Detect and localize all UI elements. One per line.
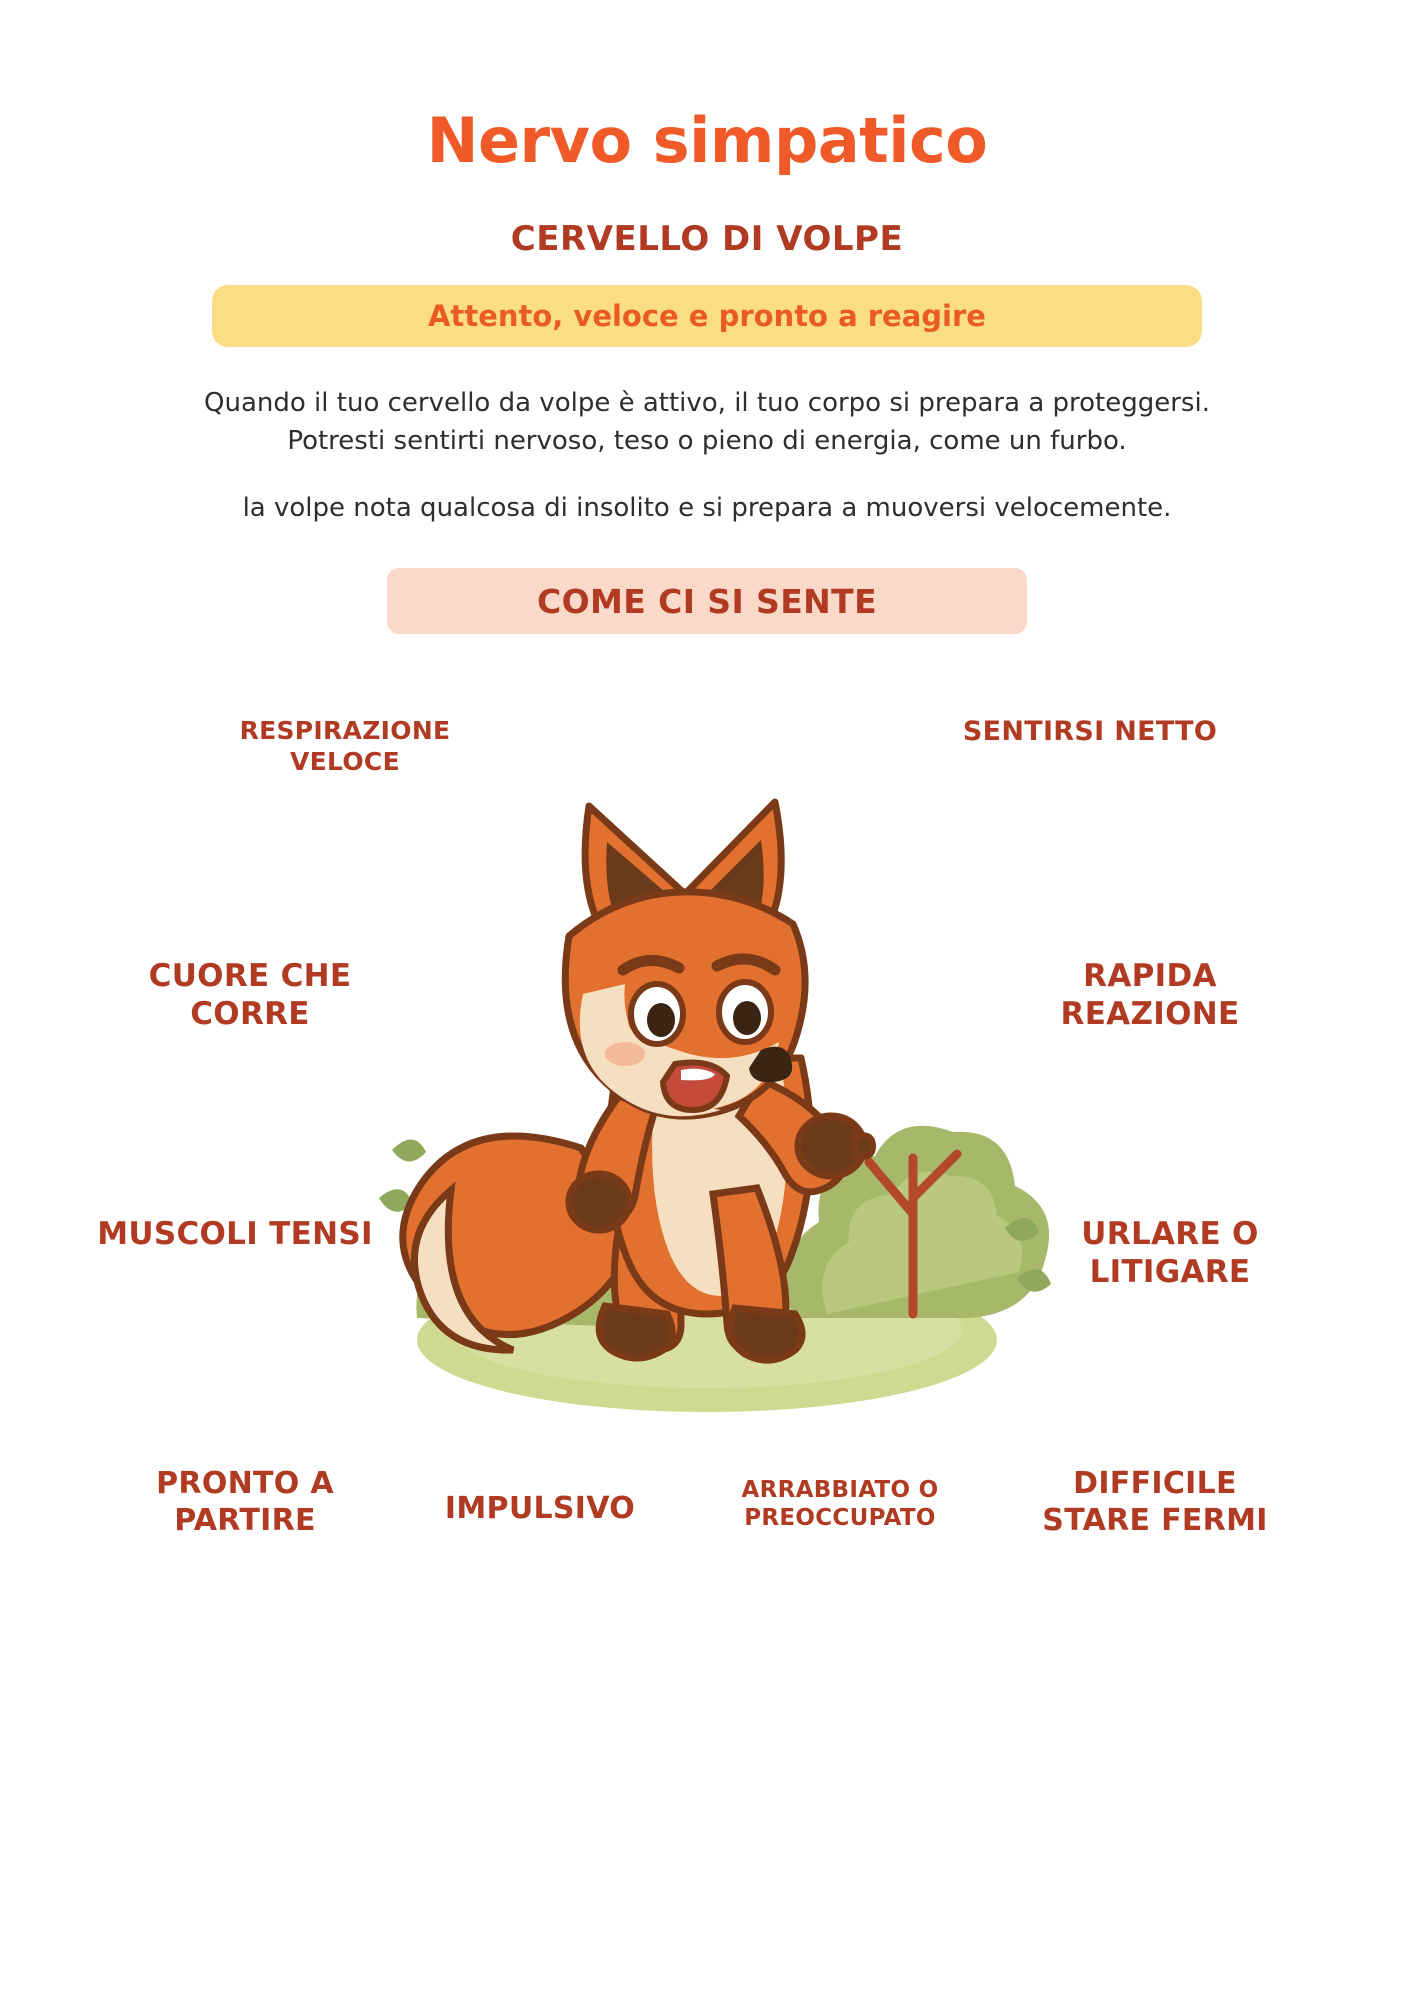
symptom-label-difficile-stare-fermi: DIFFICILE STARE FERMI — [1042, 1466, 1268, 1538]
banner-container — [0, 285, 1414, 347]
symptom-label-rapida-reazione: RAPIDA REAZIONE — [1060, 958, 1240, 1032]
symptoms-diagram — [0, 696, 1414, 1696]
symptom-label-impulsivo: IMPULSIVO — [444, 1491, 636, 1527]
symptom-label-sentirsi-netto: SENTIRSI NETTO — [962, 716, 1218, 748]
symptom-label-cuore-che-corre: CUORE CHE CORRE — [148, 958, 352, 1032]
description-paragraph-2: la volpe nota qualcosa di insolito e si prepara a muoversi velocemente. — [242, 493, 1172, 524]
description-paragraph-1: Quando il tuo cervello da volpe è attivo, il tuo corpo si prepara a proteggersi. Potresti sentirti nervoso, teso o pieno di energia, come un furbo. — [204, 388, 1210, 456]
angry-fox-illustration — [357, 758, 1057, 1458]
tagline-banner: Attento, veloce e pronto a reagire — [212, 285, 1202, 347]
symptom-label-pronto-a-partire: PRONTO A PARTIRE — [156, 1466, 334, 1538]
page-subtitle: CERVELLO DI VOLPE — [510, 219, 904, 260]
symptom-label-arrabbiato-o-preoccupato: ARRABBIATO O PREOCCUPATO — [741, 1477, 939, 1532]
symptom-label-urlare-o-litigare: URLARE O LITIGARE — [1081, 1216, 1259, 1290]
page-title: Nervo simpatico — [426, 104, 988, 177]
how-it-feels-button[interactable]: COME CI SI SENTE — [387, 568, 1027, 634]
symptom-label-muscoli-tensi: MUSCOLI TENSI — [97, 1216, 373, 1253]
symptom-label-respirazione-veloce: RESPIRAZIONE VELOCE — [239, 716, 451, 776]
cta-container — [0, 568, 1414, 634]
